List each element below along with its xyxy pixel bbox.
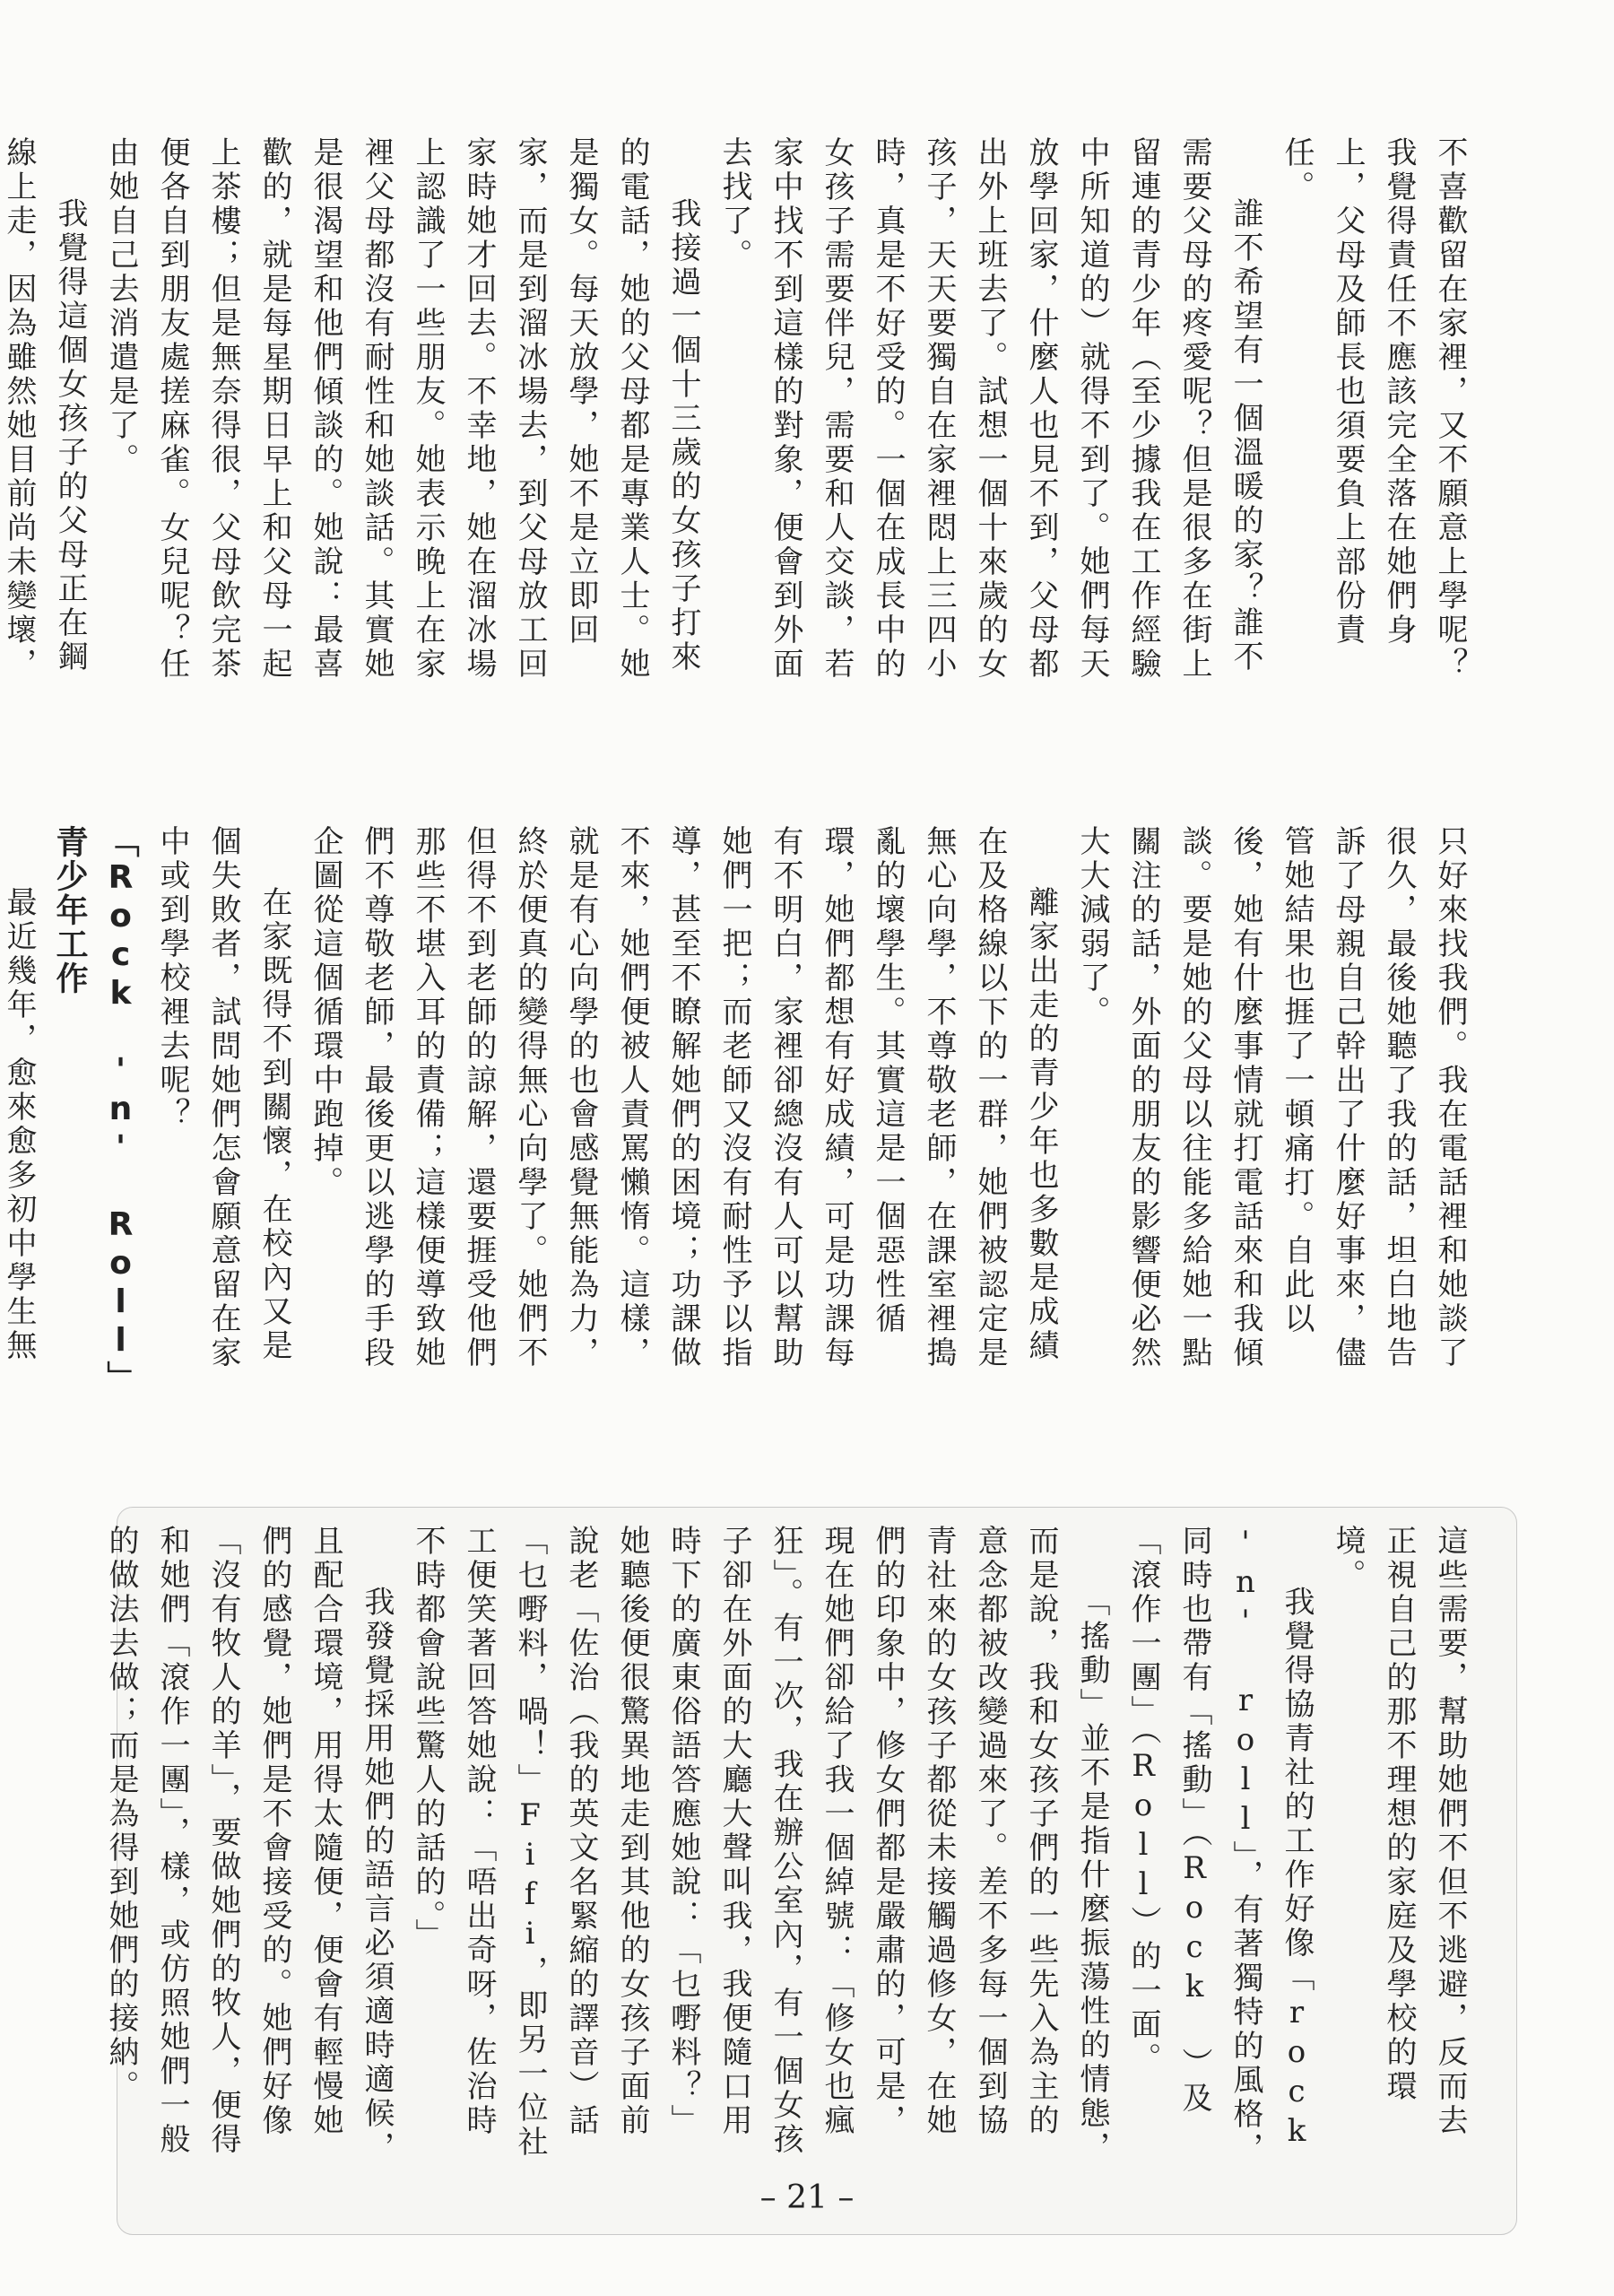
paragraph: 不喜歡留在家裡，又不願意上學呢？我覺得責任不應該完全落在她們身上，父母及師長也須要負上部份責任。 bbox=[1279, 136, 1468, 682]
text-block-bottom bbox=[103, 1525, 1475, 2170]
section-heading: 「Rock 'n' Roll」青少年工作 bbox=[51, 825, 139, 1378]
paragraph: 在家既得不到關懷，在校內又是個失敗者，試問她們怎會願意留在家中或到學校裡去呢？ bbox=[154, 825, 292, 1370]
paragraph: 離家出走的青少年也多數是成績在及格線以下的一群，她們被認定是無心向學，不尊敬老師，在課室裡搗亂的壞學生。其實這是一個惡性循環，她們都想有好成績，可是功課每有不明白，家裡卻總沒有人可以幫助她們一把；而老師又沒有耐性予以指導，甚至不瞭解她們的困境；功課做不來，她們便被人責罵懶惰。這樣，就是有心向學的也會感覺無能為力，終於便真的變得無心向學了。她們不但得不到老師的諒解，還要捱受他們那些不堪入耳的責備；這樣便導致她們不尊敬老師，最後更以逃學的手段企圖從這個循環中跑掉。 bbox=[308, 825, 1059, 1370]
paragraph: 最近幾年，愈來愈多初中學生無 bbox=[1, 886, 37, 1363]
paragraph: 我覺得協青社的工作好像「rock 'n' roll」，有著獨特的風格，同時也帶有「搖動」（Rock ）及「滾作一團」（Roll）的一面。 bbox=[1125, 1525, 1315, 2166]
page-number: – 21 – bbox=[759, 2179, 855, 2216]
paragraph: 只好來找我們。我在電話裡和她談了很久，最後她聽了我的話，坦白地告訴了母親自己幹出了什麼好事來，儘管她結果也捱了一頓痛打。自此以後，她有什麼事情就打電話來和我傾談。要是她的父母以往能多給她一點關注的話，外面的朋友的影響便必然大大減弱了。 bbox=[1074, 825, 1468, 1370]
text-block-middle bbox=[1, 825, 1475, 1381]
paragraph: 誰不希望有一個溫暖的家？誰不需要父母的疼愛呢？但是很多在街上留連的青少年（至少據我在工作經驗中所知道的）就得不到了。她們每天放學回家，什麼人也見不到，父母都出外上班去了。試想一個十來歲的女孩子，天天要獨自在家裡悶上三四小時，真是不好受的。一個在成長中的女孩子需要伴兒，需要和人交談，若家中找不到這樣的對象，便會到外面去找了。 bbox=[716, 136, 1263, 682]
paragraph: 這些需要，幫助她們不但不逃避，反而去正視自己的那不理想的家庭及學校的環境。 bbox=[1330, 1525, 1468, 2138]
paragraph: 我接過一個十三歲的女孩子打來的電話，她的父母都是專業人士。她是獨女。每天放學，她不是立即回家，而是到溜冰場去，到父母放工回家時她才回去。不幸地，她在溜冰場上認識了一些朋友。她表示晚上在家裡父母都沒有耐性和她談話。其實她是很渴望和他們傾談的。她說：最喜歡的，就是每星期日早上和父母一起上茶樓；但是無奈得很，父母飲完茶便各自到朋友處搓麻雀。女兒呢？任由她自己去消遣是了。 bbox=[103, 136, 701, 682]
paragraph: 我覺得這個女孩子的父母正在鋼線上走，因為雖然她目前尚未變壞， bbox=[1, 136, 88, 682]
paragraph: 我發覺採用她們的語言必須適時適候，且配合環境，用得太隨便，便會有輕慢她們的感覺，她們是不會接受的。她們好像「沒有牧人的羊」，要做她們的牧人，便得和她們「滾作一團」，樣，或仿照她們一般的做法去做；而是為得到她們的接納。 bbox=[103, 1525, 395, 2165]
paragraph: 「搖動」並不是指什麼振蕩性的情態，而是說，我和女孩子們的一些先入為主的意念都被改變過來了。差不多每一個到協青社來的女孩子都從未接觸過修女，在她們的印象中，修女們都是嚴肅的，可是，現在她們卻給了我一個綽號：「修女也瘋狂」。有一次，我在辦公室內，有一個女孩子卻在外面的大廳大聲叫我，我便隨口用時下的廣東俗語答應她說：「乜嘢料？」她聽後便很驚異地走到其他的女孩子面前說老「佐治（我的英文名緊縮的譯音）話「乜嘢料，喎！」Fifi，即另一位社工便笑著回答她說：「唔出奇呀，佐治時不時都會說些驚人的話的。」 bbox=[410, 1525, 1110, 2165]
text-block-top bbox=[1, 136, 1475, 692]
